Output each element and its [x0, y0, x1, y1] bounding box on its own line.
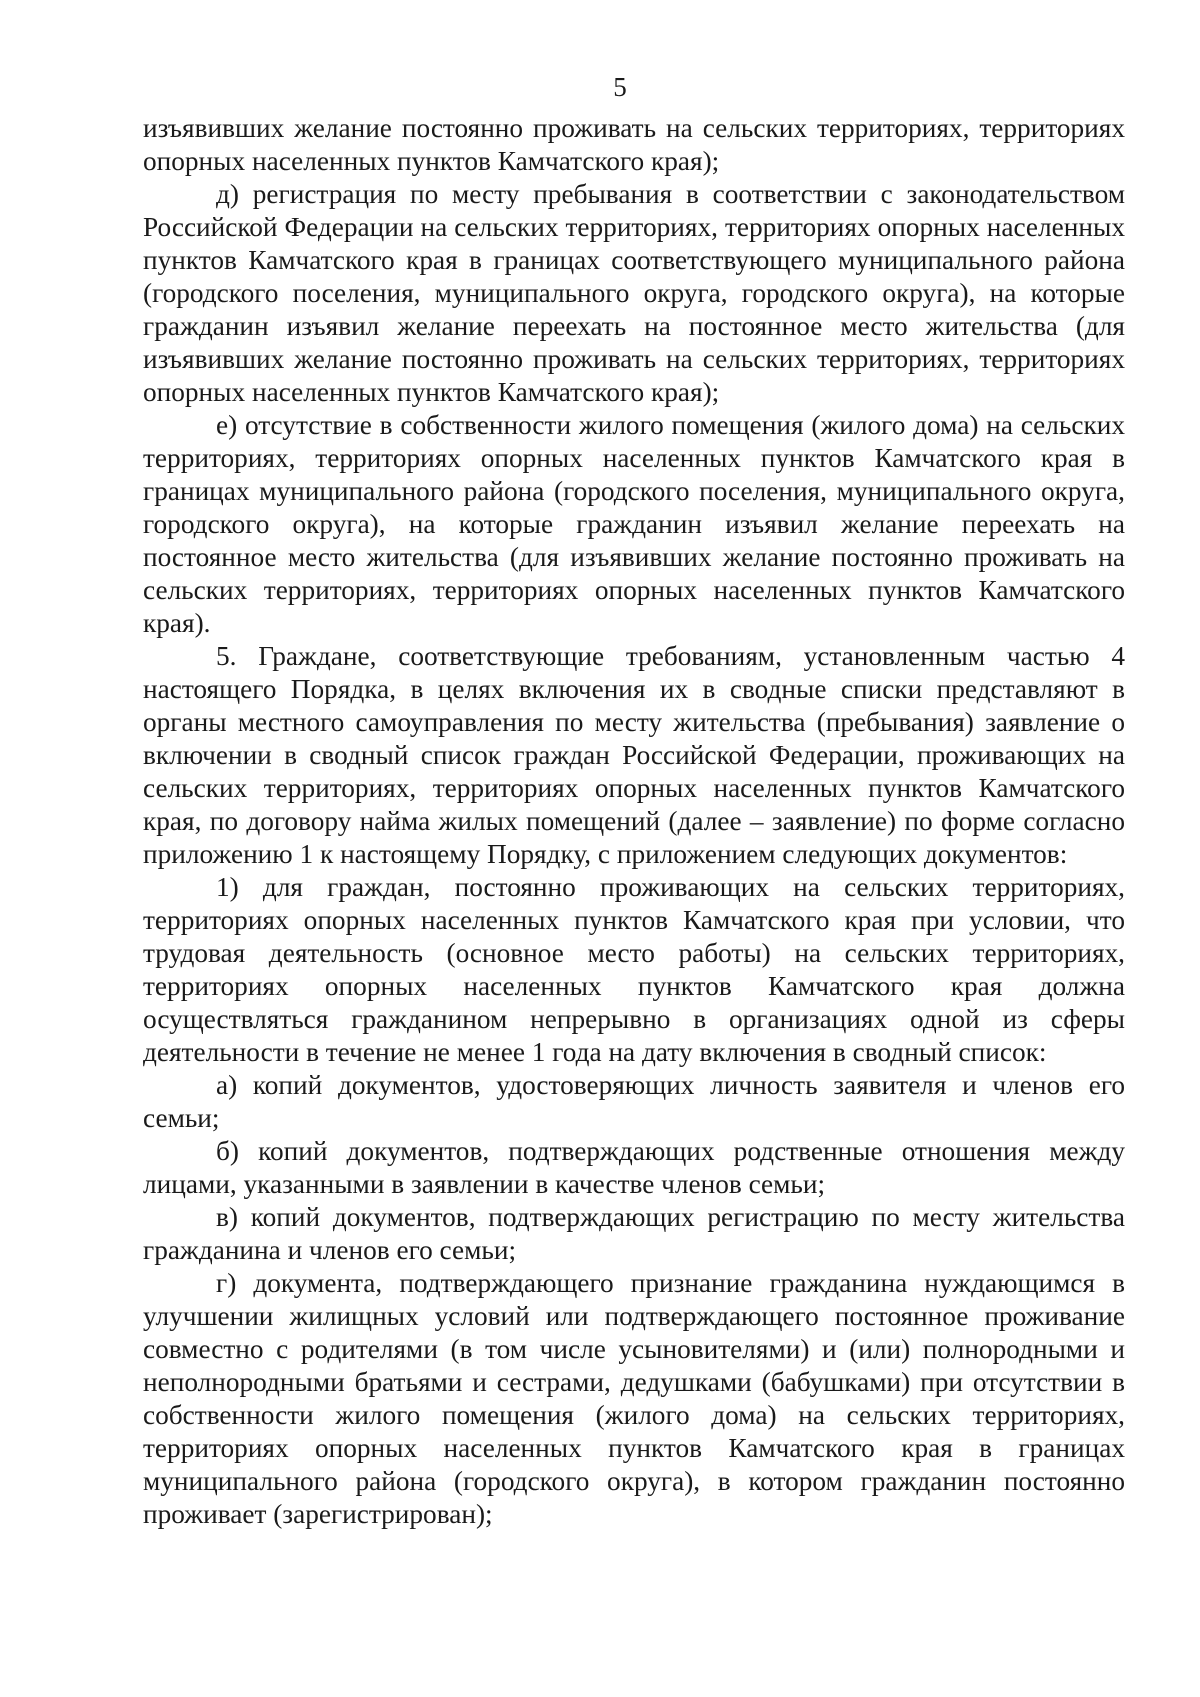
paragraph-subsection-1: 1) для граждан, постоянно проживающих на сельских территориях, территориях опорных населенных пунктов Камчатского края при условии, что трудовая деятельность (основное место работы) на сельских территориях, территориях опорных населенных пунктов Камчатского края должна осуществляться гражданином непрерывно в организациях одной из сферы деятельности в течение не менее 1 года на дату включения в сводный список:: [143, 872, 1125, 1067]
paragraph-item-d: д) регистрация по месту пребывания в соответствии с законодательством Российской Федерации на сельских территориях, территориях опорных населенных пунктов Камчатского края в границах соответствующего муниципального района (городского поселения, муниципального округа, городского округа), на которые гражданин изъявил желание переехать на постоянное место жительства (для изъявивших желание постоянно проживать на сельских территориях, территориях опорных населенных пунктов Камчатского края);: [143, 179, 1125, 407]
paragraph-continuation: изъявивших желание постоянно проживать на сельских территориях, территориях опорных населенных пунктов Камчатского края);: [143, 113, 1125, 176]
paragraph-item-v: в) копий документов, подтверждающих регистрацию по месту жительства гражданина и членов его семьи;: [143, 1202, 1125, 1265]
paragraph-item-g: г) документа, подтверждающего признание гражданина нуждающимся в улучшении жилищных условий или подтверждающего постоянное проживание совместно с родителями (в том числе усыновителями) и (или) полнородными и неполнородными братьями и сестрами, дедушками (бабушками) при отсутствии в собственности жилого помещения (жилого дома) на сельских территориях, территориях опорных населенных пунктов Камчатского края в границах муниципального района (городского округа), в котором гражданин постоянно проживает (зарегистрирован);: [143, 1268, 1125, 1529]
paragraph-item-a: а) копий документов, удостоверяющих личность заявителя и членов его семьи;: [143, 1070, 1125, 1133]
paragraph-item-e: е) отсутствие в собственности жилого помещения (жилого дома) на сельских территориях, территориях опорных населенных пунктов Камчатского края в границах муниципального района (городского поселения, муниципального округа, городского округа), на которые гражданин изъявил желание переехать на постоянное место жительства (для изъявивших желание постоянно проживать на сельских территориях, территориях опорных населенных пунктов Камчатского края).: [143, 410, 1125, 638]
document-body: [143, 112, 1125, 1531]
page-number: 5: [613, 72, 627, 102]
paragraph-item-b: б) копий документов, подтверждающих родственные отношения между лицами, указанными в заявлении в качестве членов семьи;: [143, 1136, 1125, 1199]
paragraph-section-5: 5. Граждане, соответствующие требованиям, установленным частью 4 настоящего Порядка, в целях включения их в сводные списки представляют в органы местного самоуправления по месту жительства (пребывания) заявление о включении в сводный список граждан Российской Федерации, проживающих на сельских территориях, территориях опорных населенных пунктов Камчатского края, по договору найма жилых помещений (далее – заявление) по форме согласно приложению 1 к настоящему Порядку, с приложением следующих документов:: [143, 641, 1125, 869]
